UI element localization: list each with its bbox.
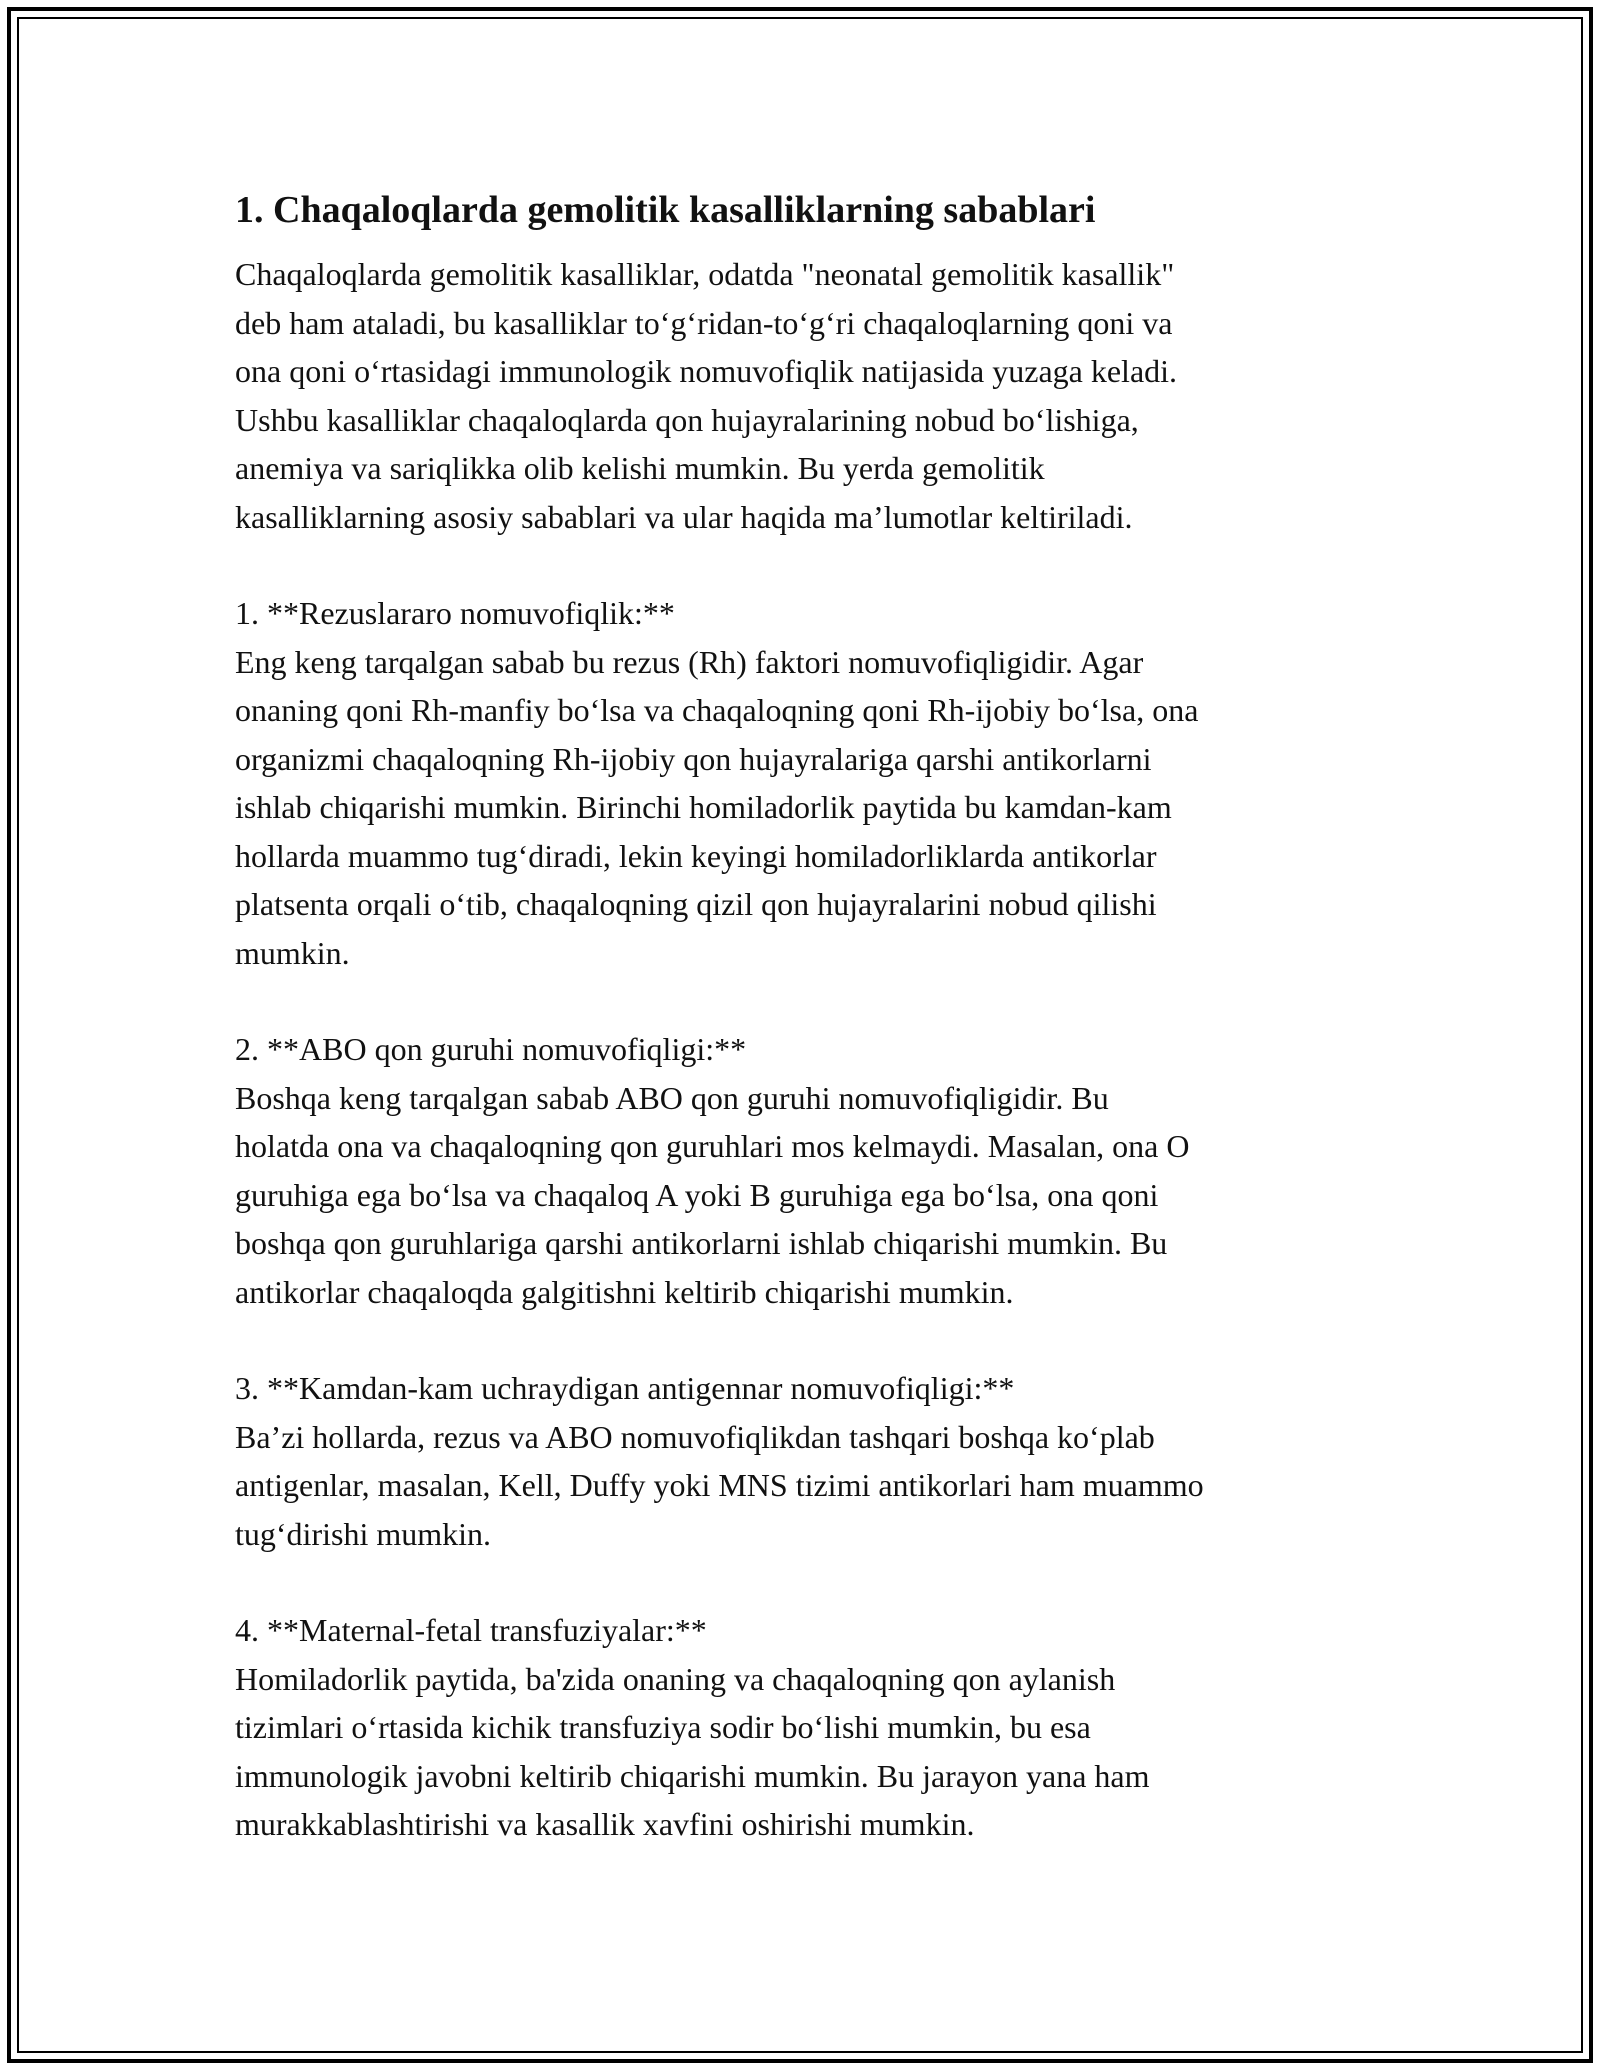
page-title: 1. Chaqaloqlarda gemolitik kasalliklarning sabablari bbox=[235, 189, 1096, 231]
cause-heading: 3. **Kamdan-kam uchraydigan antigennar nomuvofiqligi:** bbox=[235, 1370, 1015, 1406]
cause-heading: 1. **Rezuslararo nomuvofiqlik:** bbox=[235, 595, 675, 631]
cause-item-transfusion bbox=[235, 1606, 1370, 1849]
cause-body: Homiladorlik paytida, ba'zida onaning va chaqaloqning qon aylanish tizimlari o‘rtasida kichik transfuziya sodir bo‘lishi mumkin, bu esa immunologik javobni keltirib chiqarishi mumkin. Bu jarayon yana ham murakkablashtirishi va kasallik xavfini oshirishi mumkin. bbox=[235, 1660, 1150, 1842]
cause-item-rare-antigens bbox=[235, 1364, 1370, 1558]
cause-body: Ba’zi hollarda, rezus va ABO nomuvofiqlikdan tashqari boshqa ko‘plab antigenlar, masalan, Kell, Duffy yoki MNS tizimi antikorlari ham muammo tug‘dirishi mumkin. bbox=[235, 1418, 1204, 1552]
cause-body: Boshqa keng tarqalgan sabab ABO qon guruhi nomuvofiqligidir. Bu holatda ona va chaqaloqning qon guruhlari mos kelmaydi. Masalan, ona O guruhiga ega bo‘lsa va chaqaloq A yoki B guruhiga ega bo‘lsa, ona qoni boshqa qon guruhlariga qarshi antikorlarni ishlab chiqarishi mumkin. Bu antikorlar chaqaloqda galgitishni keltirib chiqarishi mumkin. bbox=[235, 1079, 1190, 1310]
cause-heading: 4. **Maternal-fetal transfuziyalar:** bbox=[235, 1612, 707, 1648]
cause-heading: 2. **ABO qon guruhi nomuvofiqligi:** bbox=[235, 1031, 747, 1067]
cause-body: Eng keng tarqalgan sabab bu rezus (Rh) faktori nomuvofiqligidir. Agar onaning qoni Rh-manfiy bo‘lsa va chaqaloqning qoni Rh-ijobiy bo‘lsa, ona organizmi chaqaloqning Rh-ijobiy qon hujayralariga qarshi antikorlarni ishlab chiqarishi mumkin. Birinchi homiladorlik paytida bu kamdan-kam hollarda muammo tug‘diradi, lekin keyingi homiladorliklarda antikorlar platsenta orqali o‘tib, chaqaloqning qizil qon hujayralarini nobud qilishi mumkin. bbox=[235, 643, 1199, 971]
intro-paragraph: Chaqaloqlarda gemolitik kasalliklar, odatda "neonatal gemolitik kasallik" deb ham ataladi, bu kasalliklar to‘g‘ridan-to‘g‘ri chaqaloqlarning qoni va ona qoni o‘rtasidagi immunologik nomuvofiqlik natijasida yuzaga keladi. Ushbu kasalliklar chaqaloqlarda qon hujayralarining nobud bo‘lishiga, anemiya va sariqlikka olib kelishi mumkin. Bu yerda gemolitik kasalliklarning asosiy sabablari va ular haqida ma’lumotlar keltiriladi. bbox=[235, 256, 1178, 535]
causes-list bbox=[235, 589, 1370, 1849]
document-body bbox=[235, 186, 1370, 1897]
cause-item-abo bbox=[235, 1025, 1370, 1316]
cause-item-rh bbox=[235, 589, 1370, 977]
